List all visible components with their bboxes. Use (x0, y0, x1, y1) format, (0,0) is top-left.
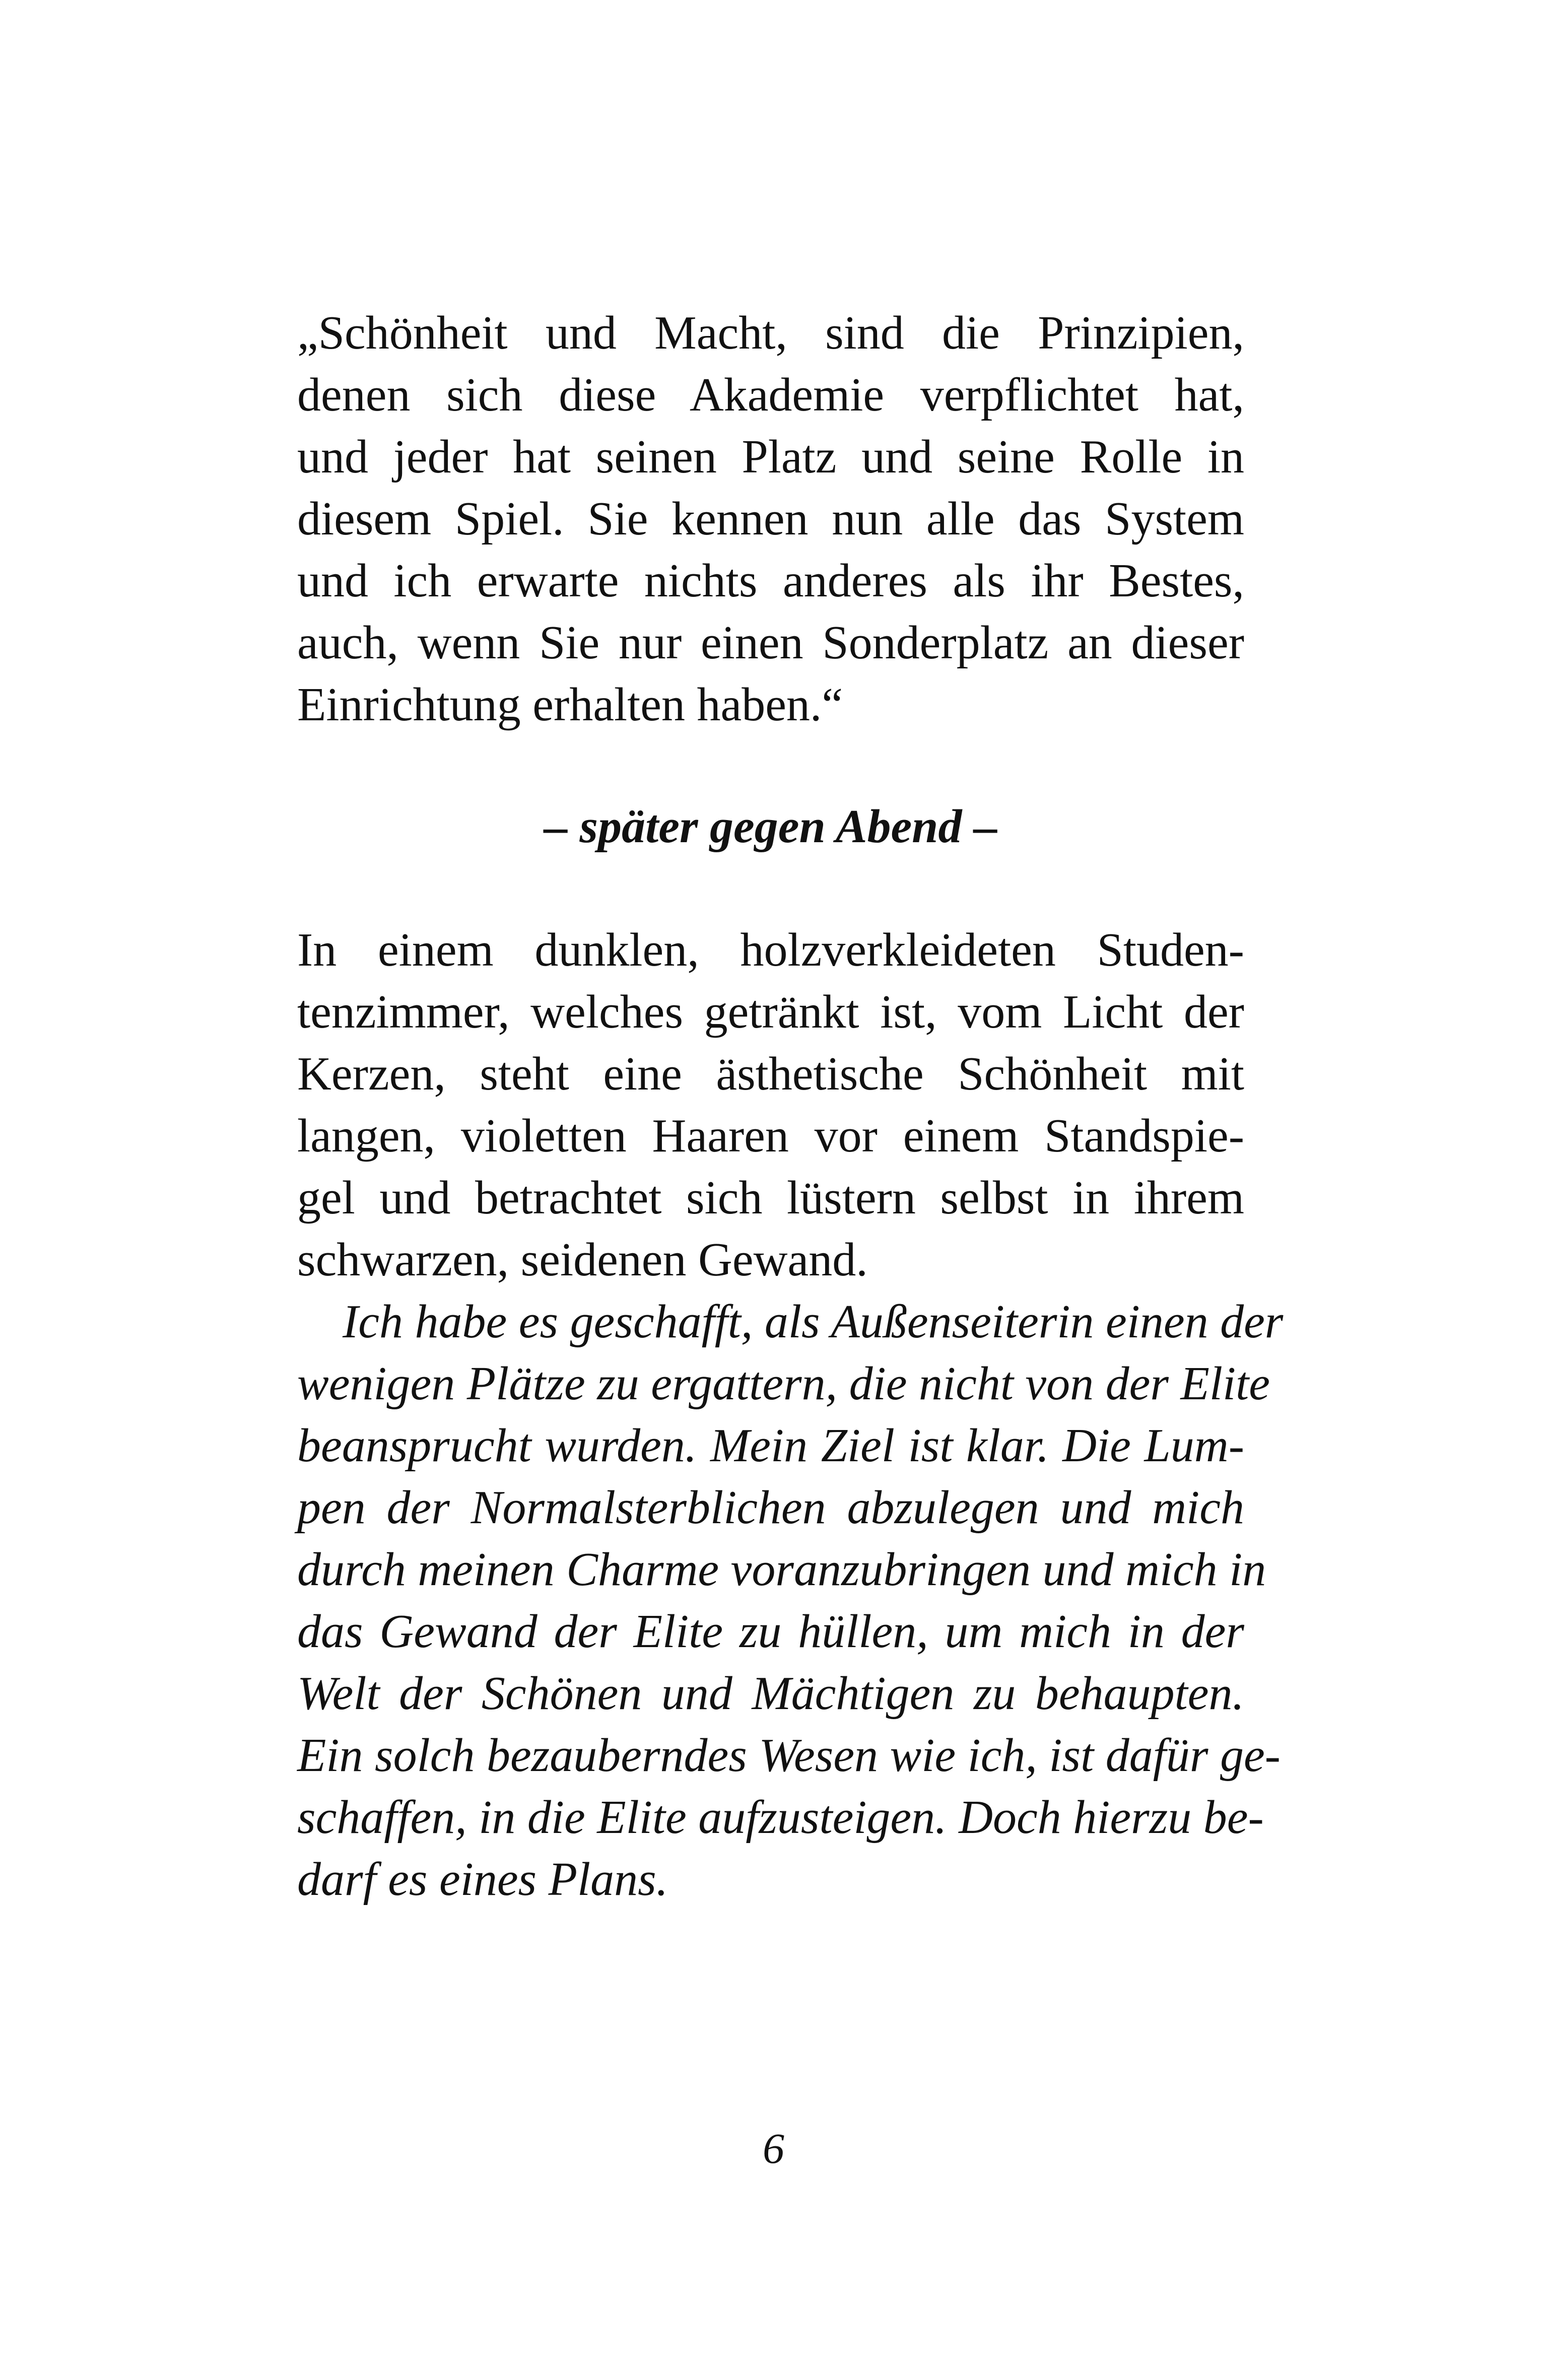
text-line: gel und betrachtet sich lüstern selbst in ihrem (297, 1172, 1244, 1224)
quote-paragraph (297, 302, 1244, 736)
text-line: Kerzen, steht eine ästhetische Schönheit mit (297, 1048, 1244, 1100)
inner-thought-paragraph (297, 1291, 1284, 1911)
text-line: auch, wenn Sie nur einen Sonderplatz an dieser (297, 617, 1244, 669)
text-line: pen der Normalsterblichen abzulegen und mich (297, 1481, 1244, 1534)
text-line: diesem Spiel. Sie kennen nun alle das System (297, 493, 1244, 545)
text-line: Ein solch bezauberndes Wesen wie ich, ist dafür ge- (297, 1729, 1281, 1782)
narration-paragraph (297, 919, 1244, 1291)
page-number: 6 (763, 2124, 784, 2172)
text-line: das Gewand der Elite zu hüllen, um mich in der (297, 1605, 1244, 1658)
text-line: tenzimmer, welches getränkt ist, vom Licht der (297, 986, 1244, 1038)
text-line: langen, violetten Haaren vor einem Standspie- (297, 1110, 1244, 1162)
text-line: „Schönheit und Macht, sind die Prinzipien, (297, 307, 1244, 359)
text-line: denen sich diese Akademie verpflichtet hat, (297, 369, 1244, 421)
text-line: darf es eines Plans. (297, 1853, 668, 1906)
text-line: Einrichtung erhalten haben.“ (297, 678, 843, 731)
text-line: wenigen Plätze zu ergattern, die nicht von der Elite (297, 1357, 1270, 1410)
text-line: und ich erwarte nichts anderes als ihr Bestes, (297, 555, 1244, 607)
text-line: Ich habe es geschafft, als Außenseiterin einen der (343, 1296, 1284, 1348)
text-line: durch meinen Charme voranzubringen und mich in (297, 1543, 1266, 1596)
text-line: beansprucht wurden. Mein Ziel ist klar. Die Lum- (297, 1419, 1244, 1472)
text-line: schwarzen, seidenen Gewand. (297, 1234, 868, 1286)
text-line: schaffen, in die Elite aufzusteigen. Doch hierzu be- (297, 1791, 1264, 1844)
text-line: In einem dunklen, holzverkleideten Studen- (297, 924, 1244, 976)
text-line: Welt der Schönen und Mächtigen zu behaupten. (297, 1667, 1244, 1720)
scene-break-heading: – später gegen Abend – (544, 800, 997, 853)
text-line: und jeder hat seinen Platz und seine Rolle in (297, 431, 1244, 483)
